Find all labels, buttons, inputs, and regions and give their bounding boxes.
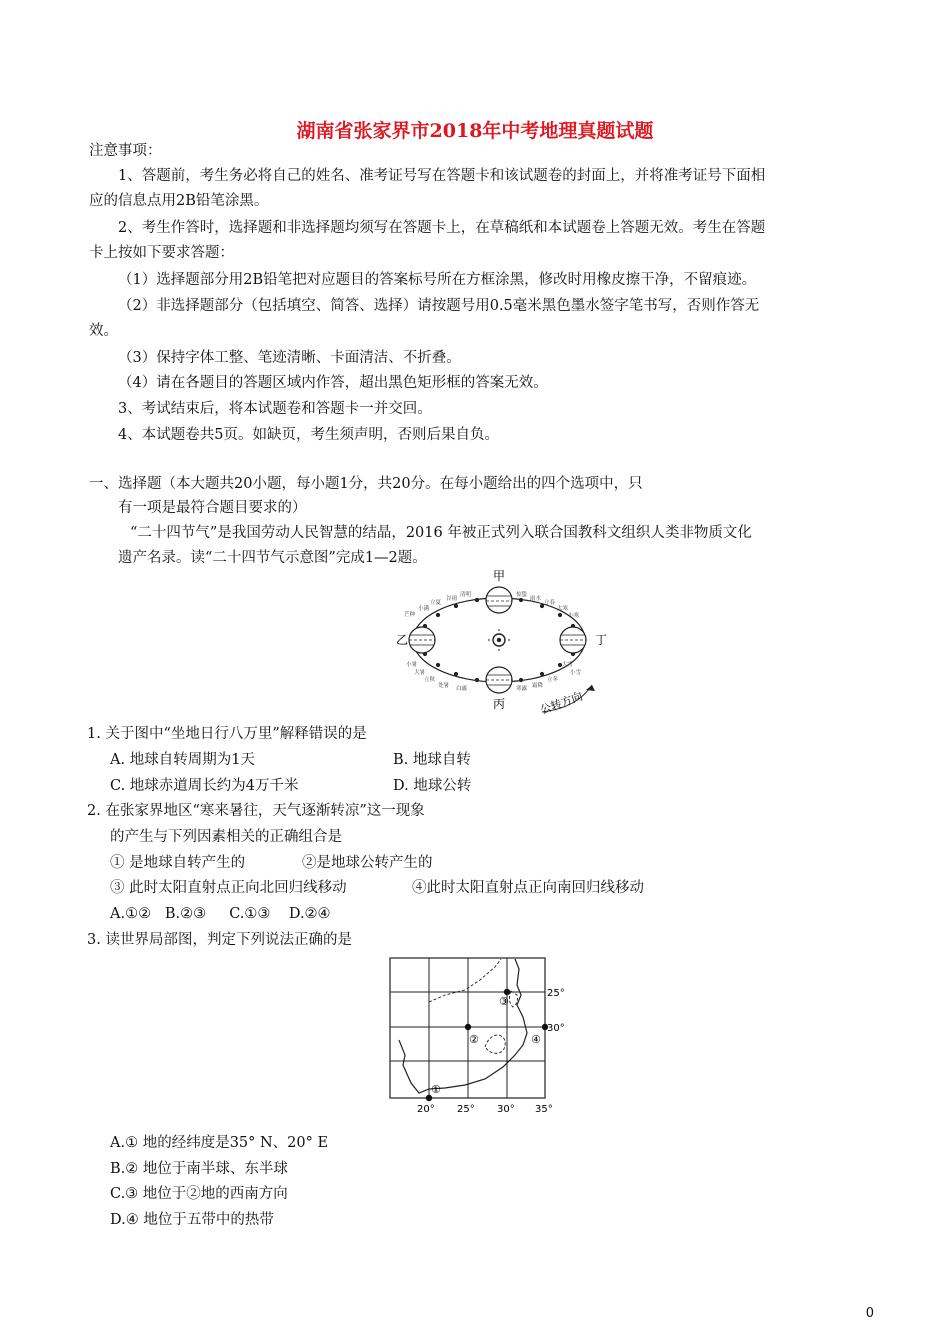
term-label: 小寒 — [568, 613, 580, 619]
notes-line: 3、考试结束后，将本试题卷和答题卡一并交回。 — [118, 401, 432, 417]
notes-line: （4）请在各题目的答题区域内作答，超出黑色矩形框的答案无效。 — [118, 375, 548, 391]
label-ding: 丁 — [595, 633, 608, 647]
page-title: 湖南省张家界市2018年中考地理真题试题 — [296, 120, 654, 142]
point-2 — [465, 1024, 471, 1030]
q1-option-c: C. 地球赤道周长约为4万千米 — [110, 778, 299, 794]
notes-line: 卡上按如下要求答题： — [89, 245, 234, 261]
term-label: 谷雨 — [446, 596, 458, 602]
label-bing: 丙 — [492, 697, 506, 711]
notes-line: 应的信息点用2B铅笔涂黑。 — [89, 193, 269, 209]
lon-label: 35° — [535, 1104, 553, 1115]
term-label: 大寒 — [557, 606, 569, 612]
lat-label: 25° — [547, 988, 565, 999]
term-label: 立夏 — [430, 600, 442, 606]
q3-option-b: B.② 地位于南半球、东半球 — [110, 1161, 288, 1177]
lat-label: 30° — [547, 1023, 565, 1034]
world-map-figure — [385, 955, 565, 1120]
term-label: 处暑 — [438, 683, 450, 689]
notes-line: （1）选择题部分用2B铅笔把对应题目的答案标号所在方框涂黑，修改时用橡皮擦干净，不留痕迹。 — [118, 272, 757, 288]
q2-statement: ②是地球公转产生的 — [302, 855, 433, 871]
term-label: 寒露 — [516, 686, 528, 692]
notes-line: 2、考生作答时，选择题和非选择题均须写在答题卡上，在草稿纸和本试题卷上答题无效。考生在答题 — [118, 220, 766, 236]
term-label: 小暑 — [406, 662, 418, 668]
q3-option-c: C.③ 地位于②地的西南方向 — [110, 1186, 288, 1202]
term-label: 立春 — [544, 600, 556, 606]
notes-heading: 注意事项： — [89, 143, 162, 159]
label-yi: 乙 — [396, 633, 409, 647]
point-label-3: ③ — [499, 995, 509, 1008]
q2-statement: ③ 此时太阳直射点正向北回归线移动 — [110, 880, 347, 896]
term-label: 大雪 — [562, 662, 574, 668]
notes-line: 4、本试题卷共5页。如缺页，考生须声明，否则后果自负。 — [118, 427, 499, 443]
notes-line: 1、答题前，考生务必将自己的姓名、准考证号写在答题卡和该试题卷的封面上，并将准考证号下面相 — [118, 168, 766, 184]
arrow-head-icon — [586, 685, 595, 691]
term-label: 雨水 — [530, 596, 542, 602]
term-label: 霜降 — [532, 683, 544, 689]
q2-statement: ④此时太阳直射点正向南回归线移动 — [412, 880, 644, 896]
q3-option-d: D.④ 地位于五带中的热带 — [110, 1212, 274, 1228]
q1-option-b: B. 地球自转 — [393, 752, 471, 768]
intro-text: 遗产名录。读“二十四节气示意图”完成1—2题。 — [118, 550, 427, 566]
solar-terms-diagram — [392, 570, 614, 720]
q2-stem-cont: 的产生与下列因素相关的正确组合是 — [110, 829, 342, 845]
sun-icon — [488, 629, 510, 651]
point-label-4: ④ — [531, 1033, 541, 1046]
q3-stem: 3. 读世界局部图，判定下列说法正确的是 — [87, 932, 352, 948]
label-jia: 甲 — [492, 570, 506, 583]
notes-line: （3）保持字体工整、笔迹清晰、卡面清洁、不折叠。 — [118, 350, 461, 366]
term-label: 小雪 — [570, 670, 582, 676]
q2-stem: 2. 在张家界地区“寒来暑往，天气逐渐转凉”这一现象 — [87, 803, 425, 819]
q2-statement: ① 是地球自转产生的 — [110, 855, 246, 871]
q1-option-a: A. 地球自转周期为1天 — [110, 752, 255, 768]
section-heading: 一、选择题（本大题共20小题，每小题1分，共20分。在每小题给出的四个选项中，只 — [89, 476, 643, 492]
term-label: 大暑 — [414, 670, 426, 676]
arrow-label: 公转方向 — [538, 689, 585, 717]
term-label: 白露 — [456, 686, 468, 692]
term-label: 小满 — [418, 606, 430, 612]
q3-option-a: A.① 地的经纬度是35° N、20° E — [110, 1135, 329, 1151]
notes-line: （2）非选择题部分（包括填空、简答、选择）请按题号用0.5毫米黑色墨水签字笔书写，否则作答无 — [118, 298, 760, 314]
term-label: 惊蛰 — [516, 592, 528, 598]
q2-choices: A.①② B.②③ C.①③ D.②④ — [110, 906, 331, 922]
earth-yi — [409, 627, 435, 653]
point-label-1: ① — [431, 1083, 441, 1096]
page-number: 0 — [865, 1306, 874, 1321]
earth-ding — [560, 627, 586, 653]
term-label: 立秋 — [424, 677, 436, 683]
term-label: 清明 — [460, 592, 472, 598]
q1-option-d: D. 地球公转 — [393, 778, 472, 794]
term-label: 立冬 — [547, 677, 559, 683]
intro-text: “二十四节气”是我国劳动人民智慧的结晶，2016 年被正式列入联合国教科文组织人类非物质文化 — [130, 525, 752, 541]
lon-label: 30° — [497, 1104, 515, 1115]
earth-bing — [486, 667, 512, 693]
q1-stem: 1. 关于图中“坐地日行八万里”解释错误的是 — [87, 726, 367, 742]
lon-label: 25° — [457, 1104, 475, 1115]
notes-line: 效。 — [89, 323, 118, 339]
earth-jia — [486, 587, 512, 613]
term-label: 芒种 — [404, 612, 416, 618]
section-heading-cont: 有一项是最符合题目要求的） — [118, 500, 307, 516]
lon-label: 20° — [417, 1104, 435, 1115]
point-label-2: ② — [469, 1033, 479, 1046]
